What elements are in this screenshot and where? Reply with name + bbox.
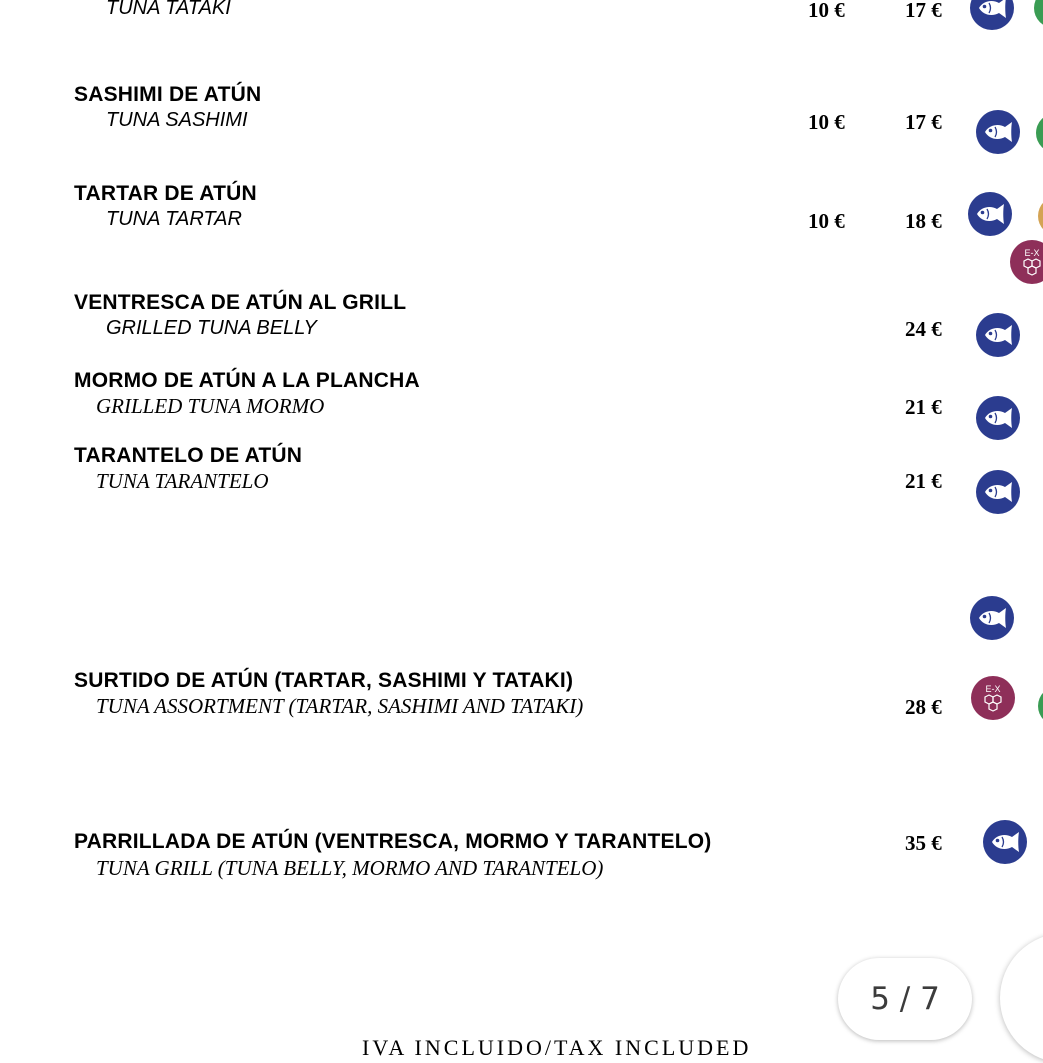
item-name-surtido: SURTIDO DE ATÚN (TARTAR, SASHIMI Y TATAKI) [74, 669, 574, 692]
item-subtitle-tartar: TUNA TARTAR [106, 208, 242, 230]
item-name-sashimi: SASHIMI DE ATÚN [74, 83, 262, 106]
item-name-tartar: TARTAR DE ATÚN [74, 182, 257, 205]
item-subtitle-mormo: GRILLED TUNA MORMO [96, 394, 325, 418]
item-name-parrillada: PARRILLADA DE ATÚN (VENTRESCA, MORMO Y TARANTELO) [74, 830, 712, 853]
price-half-tataki: 10 € [808, 0, 845, 22]
price-half-sashimi: 10 € [808, 110, 845, 134]
item-subtitle-surtido: TUNA ASSORTMENT (TARTAR, SASHIMI AND TATAKI) [96, 694, 584, 718]
allergen-green-icon [1038, 686, 1043, 726]
allergen-green-icon [1036, 113, 1043, 153]
item-name-ventresca: VENTRESCA DE ATÚN AL GRILL [74, 291, 407, 314]
price-half-tartar: 10 € [808, 209, 845, 233]
floating-action-button[interactable] [1000, 933, 1043, 1063]
sulphites-icon [1010, 240, 1043, 284]
price-tarantelo: 21 € [905, 469, 942, 493]
fish-icon [968, 192, 1012, 236]
item-name-tarantelo: TARANTELO DE ATÚN [74, 444, 303, 467]
allergen-tan-icon [1038, 196, 1043, 236]
fish-icon [976, 396, 1020, 440]
page-indicator [838, 958, 972, 1040]
price-full-tataki: 17 € [905, 0, 942, 22]
price-ventresca: 24 € [905, 317, 942, 341]
fish-icon [976, 110, 1020, 154]
price-parrillada: 35 € [905, 831, 942, 855]
fish-icon [976, 470, 1020, 514]
item-subtitle-sashimi: TUNA SASHIMI [106, 109, 248, 131]
tax-note-cut: IVA INCLUIDO/TAX INCLUDED [362, 1035, 752, 1060]
fish-icon [983, 820, 1027, 864]
allergen-green-icon [1034, 0, 1043, 28]
price-full-tartar: 18 € [905, 209, 942, 233]
price-full-sashimi: 17 € [905, 110, 942, 134]
item-subtitle-parrillada: TUNA GRILL (TUNA BELLY, MORMO AND TARANTELO) [96, 856, 604, 880]
fish-icon [970, 0, 1014, 30]
item-subtitle-tataki: TUNA TATAKI [106, 0, 231, 19]
fish-icon [970, 596, 1014, 640]
price-mormo: 21 € [905, 395, 942, 419]
item-name-mormo: MORMO DE ATÚN A LA PLANCHA [74, 369, 420, 392]
page-indicator-text: 5 / 7 [870, 981, 940, 1017]
item-subtitle-ventresca: GRILLED TUNA BELLY [106, 317, 317, 339]
item-subtitle-tarantelo: TUNA TARANTELO [96, 469, 269, 493]
fish-icon [976, 313, 1020, 357]
price-surtido: 28 € [905, 695, 942, 719]
sulphites-icon [971, 676, 1015, 720]
